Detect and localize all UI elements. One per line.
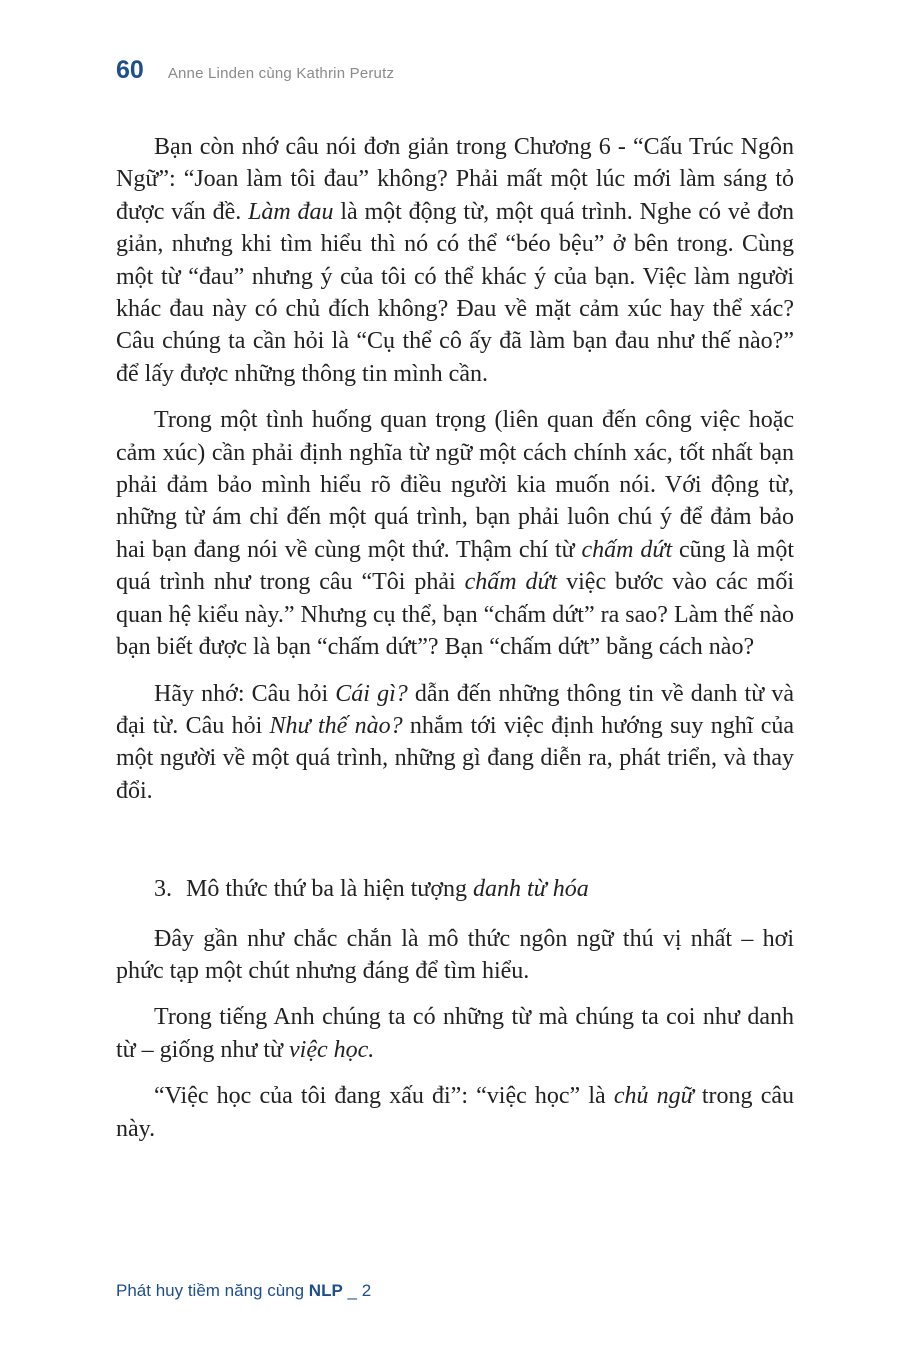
paragraph-3 — [116, 678, 794, 808]
paragraph-5 — [116, 1001, 794, 1066]
paragraph-2 — [116, 404, 794, 663]
page-header — [116, 56, 394, 85]
volume-number: _ 2 — [342, 1281, 372, 1300]
text-run: Bạn còn nhớ câu nói đơn giản trong Chương 6 - “Cấu Trúc Ngôn Ngữ”: “Joan làm tôi đau” không? Phải mất một lúc mới làm sáng tỏ được vấn đề. — [116, 134, 794, 225]
paragraph-4: Đây gần như chắc chắn là mô thức ngôn ngữ thú vị nhất – hơi phức tạp một chút nhưng đáng để tìm hiểu. — [116, 925, 794, 984]
page-footer — [116, 1281, 371, 1301]
italic-term: danh từ hóa — [473, 876, 589, 903]
italic-term: chủ ngữ — [613, 1083, 694, 1110]
italic-term: Như thế nào? — [269, 712, 403, 739]
text-run: nhắm tới việc định hướng suy nghĩ của một người về một quá trình, những gì đang diễn ra, phát triển, và thay đổi. — [116, 712, 795, 804]
text-run: dẫn đến những thông tin về danh từ và đại từ. Câu hỏi — [116, 680, 795, 739]
body-text — [116, 131, 794, 1145]
text-run: Hãy nhớ: Câu hỏi — [154, 680, 336, 707]
paragraph-6 — [116, 1080, 794, 1145]
series-title: Phát huy tiềm năng cùng — [116, 1281, 309, 1300]
section-heading — [116, 873, 794, 905]
text-run: Trong một tình huống quan trọng (liên quan đến công việc hoặc cảm xúc) cần phải định nghĩa từ ngữ một cách chính xác, tốt nhất bạn phải đảm bảo mình hiểu rõ điều người kia muốn nói. Với động từ, những từ ám chỉ đến một quá trình, bạn phải luôn chú ý để đảm bảo hai bạn đang nói về cùng một thứ. Thậm chí từ — [116, 407, 794, 563]
text-run: là một động từ, một quá trình. Nghe có vẻ đơn giản, nhưng khi tìm hiểu thì nó có thể “béo bệu” ở bên trong. Cùng một từ “đau” nhưng ý của tôi có thể khác ý của bạn. Việc làm người khác đau này có chủ đích không? Đau về mặt cảm xúc hay thể xác? Câu chúng ta cần hỏi là “Cụ thể cô ấy đã làm bạn đau như thế nào?” để lấy được những thông tin mình cần. — [116, 198, 794, 387]
italic-term: Cái gì? — [335, 680, 408, 707]
series-acronym: NLP — [308, 1281, 343, 1300]
text-run: cũng là một quá trình như trong câu “Tôi phải — [116, 536, 795, 596]
text-run: trong câu này. — [116, 1083, 794, 1142]
paragraph-1 — [116, 131, 794, 390]
italic-term: chấm dứt — [464, 569, 558, 596]
text-run: Trong tiếng Anh chúng ta có những từ mà chúng ta coi như danh từ – giống như từ — [116, 1004, 794, 1063]
page-number: 60 — [116, 56, 144, 84]
section-number: 3. — [154, 876, 172, 903]
running-head: Anne Linden cùng Kathrin Perutz — [167, 65, 395, 82]
italic-term: chấm dứt — [581, 536, 673, 563]
italic-term: Làm đau — [248, 198, 334, 225]
section-title: Mô thức thứ ba là hiện tượng — [186, 876, 474, 903]
text-run: việc bước vào các mối quan hệ kiểu này.” Nhưng cụ thể, bạn “chấm dứt” ra sao? Làm thế nào bạn biết được là bạn “chấm dứt”? Bạn “chấm dứt” bằng cách nào? — [116, 569, 794, 661]
italic-term: việc học. — [289, 1036, 375, 1063]
text-run: “Việc học của tôi đang xấu đi”: “việc học” là — [154, 1083, 614, 1110]
